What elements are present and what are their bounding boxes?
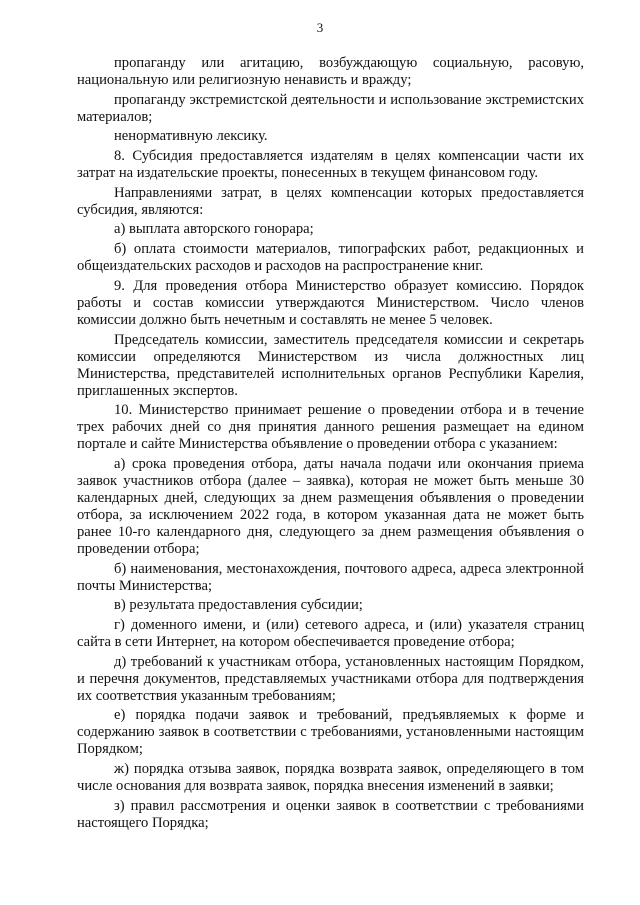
document-body xyxy=(77,55,584,834)
paragraph-propaganda-hatred: пропаганду или агитацию, возбуждающую социальную, расовую, национальную или религиозную ненависть и вражду; xyxy=(77,55,584,88)
paragraph-item-zh-withdrawal: ж) порядка отзыва заявок, порядка возврата заявок, определяющего в том числе основания для возврата заявок, порядка внесения изменений в заявки; xyxy=(77,761,584,794)
paragraph-item-b-materials: б) оплата стоимости материалов, типографских работ, редакционных и общеиздательских расходов и расходов на распространение книг. xyxy=(77,241,584,275)
paragraph-clause-10: 10. Министерство принимает решение о проведении отбора и в течение трех рабочих дней со дня принятия данного решения размещает на едином портале и сайте Министерства объявление о проведении отбора с указанием: xyxy=(77,402,584,453)
paragraph-item-a-deadlines: а) срока проведения отбора, даты начала подачи или окончания приема заявок участников отбора (далее – заявка), которая не может быть меньше 30 календарных дней, следующих за днем размещения объявления о проведении отбора, за исключением 2022 года, в котором указанная дата не может быть ранее 10-го календарного дня, следующего за днем размещения объявления о проведении отбора; xyxy=(77,455,584,557)
paragraph-item-z-evaluation: з) правил рассмотрения и оценки заявок в соответствии с требованиями настоящего Порядка; xyxy=(77,797,584,831)
paragraph-item-v-result: в) результата предоставления субсидии; xyxy=(114,597,363,614)
page-number: 3 xyxy=(316,20,324,35)
paragraph-item-b-address: б) наименования, местонахождения, почтового адреса, адреса электронной почты Министерства; xyxy=(77,560,584,594)
paragraph-item-d-requirements: д) требований к участникам отбора, установленных настоящим Порядком, и перечня документов, представляемых участниками отбора для подтверждения их соответствия указанным требованиям; xyxy=(77,653,584,704)
paragraph-clause-8: 8. Субсидия предоставляется издателям в целях компенсации части их затрат на издательские проекты, понесенных в текущем финансовом году. xyxy=(77,148,584,182)
paragraph-cost-directions: Направлениями затрат, в целях компенсации которых предоставляется субсидия, являются: xyxy=(77,184,584,218)
paragraph-clause-9: 9. Для проведения отбора Министерство образует комиссию. Порядок работы и состав комиссии утверждаются Министерством. Число членов комиссии должно быть нечетным и составлять не менее 5 человек. xyxy=(77,277,584,328)
paragraph-item-g-domain: г) доменного имени, и (или) сетевого адреса, и (или) указателя страниц сайта в сети Интернет, на котором обеспечивается проведение отбора; xyxy=(77,616,584,650)
paragraph-item-e-submission: е) порядка подачи заявок и требований, предъявляемых к форме и содержанию заявок в соответствии с требованиями, установленными настоящим Порядком; xyxy=(77,707,584,758)
paragraph-propaganda-extremism: пропаганду экстремистской деятельности и использование экстремистских материалов; xyxy=(77,91,584,125)
paragraph-item-a-royalty: а) выплата авторского гонорара; xyxy=(114,221,314,238)
paragraph-commission-chair: Председатель комиссии, заместитель председателя комиссии и секретарь комиссии определяются Министерством из числа должностных лиц Министерства, представителей исполнительных органов Республики Карелия, приглашенных экспертов. xyxy=(77,331,584,399)
paragraph-obscene-language: ненормативную лексику. xyxy=(114,128,268,145)
